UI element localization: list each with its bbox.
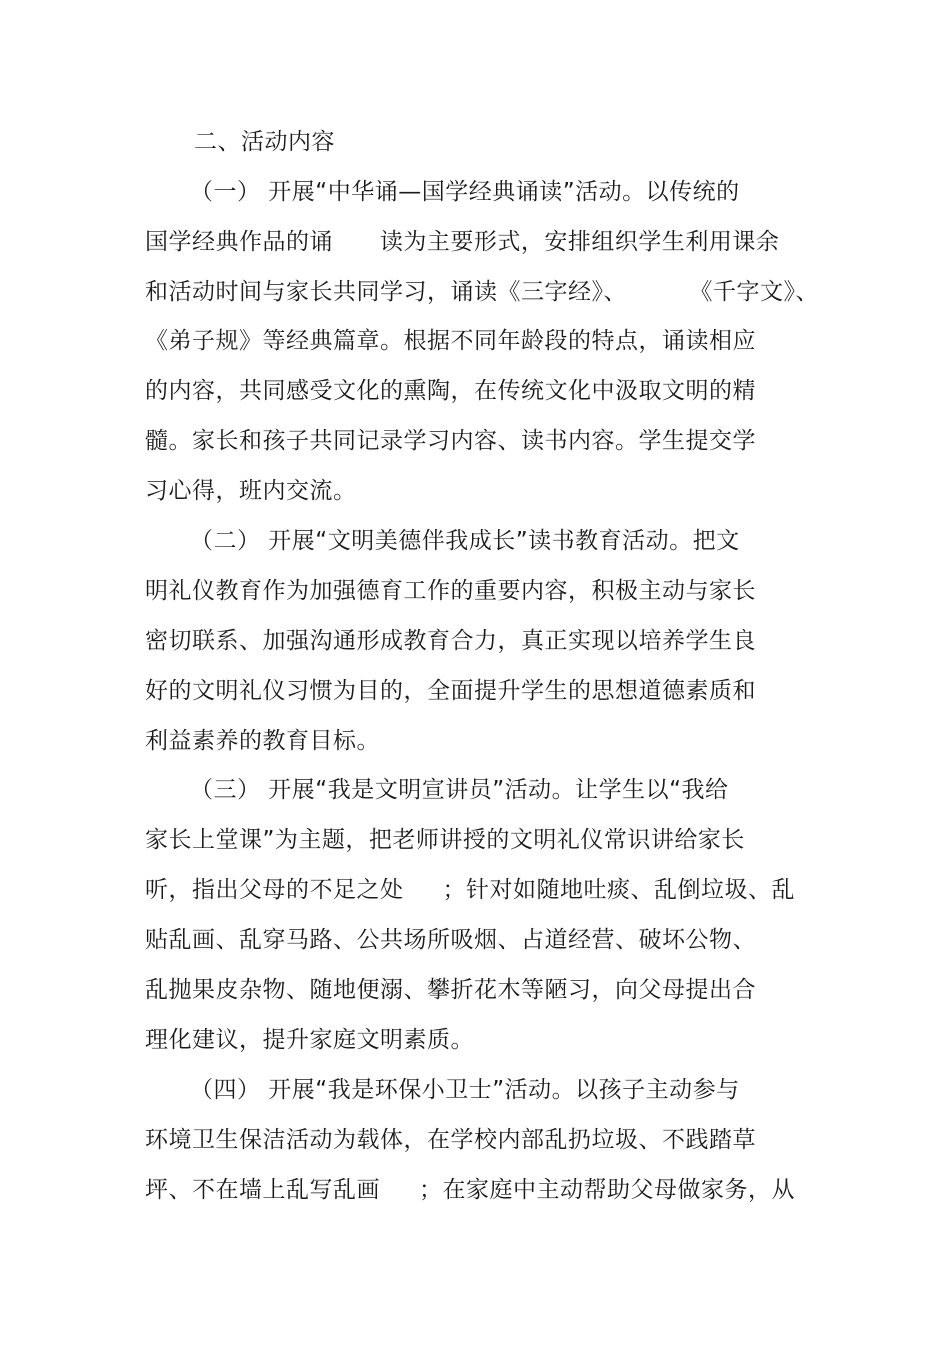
section-heading: 二、活动内容 [194,129,335,155]
paragraph-1-line-7: 习心得，班内交流。 [145,478,357,504]
paragraph-2-line-3: 密切联系、加强沟通形成教育合力，真正实现以培养学生良 [145,628,756,654]
paragraph-1-line-5: 的内容，共同感受文化的熏陶，在传统文化中汲取文明的精 [145,378,756,404]
paragraph-3-line-3: 听，指出父母的不足之处 ；针对如随地吐痰、乱倒垃圾、乱 [145,877,796,903]
paragraph-2-line-4: 好的文明礼仪习惯为目的，全面提升学生的思想道德素质和 [145,678,756,704]
paragraph-1-line-4: 《弟子规》等经典篇章。根据不同年龄段的特点，诵读相应 [145,328,756,354]
paragraph-3-line-5: 乱抛果皮杂物、随地便溺、攀折花木等陋习，向父母提出合 [145,977,756,1003]
paragraph-1-line-1: （一） 开展“中华诵—国学经典诵读”活动。以传统的 [190,179,740,205]
paragraph-4-line-3: 坪、不在墙上乱写乱画 ；在家庭中主动帮助父母做家务，从 [145,1177,796,1203]
paragraph-4-line-1: （四） 开展“我是环保小卫士”活动。以孩子主动参与 [190,1077,740,1103]
paragraph-2-line-2: 明礼仪教育作为加强德育工作的重要内容，积极主动与家长 [145,578,756,604]
paragraph-1-line-2: 国学经典作品的诵 读为主要形式，安排组织学生利用课余 [145,229,780,255]
paragraph-2-line-5: 利益素养的教育目标。 [145,728,380,754]
paragraph-3-line-4: 贴乱画、乱穿马路、公共场所吸烟、占道经营、破坏公物、 [145,927,756,953]
paragraph-1-line-3: 和活动时间与家长共同学习，诵读《三字经》、 《千字文》、 [145,279,819,305]
paragraph-2-line-1: （二） 开展“文明美德伴我成长”读书教育活动。把文 [190,528,740,554]
paragraph-3-line-6: 理化建议，提升家庭文明素质。 [145,1027,474,1053]
paragraph-1-line-6: 髓。家长和孩子共同记录学习内容、读书内容。学生提交学 [145,428,756,454]
paragraph-3-line-1: （三） 开展“我是文明宣讲员”活动。让学生以“我给 [190,777,729,803]
paragraph-3-line-2: 家长上堂课”为主题，把老师讲授的文明礼仪常识讲给家长 [145,827,745,853]
paragraph-4-line-2: 环境卫生保洁活动为载体，在学校内部乱扔垃圾、不践踏草 [145,1127,756,1153]
